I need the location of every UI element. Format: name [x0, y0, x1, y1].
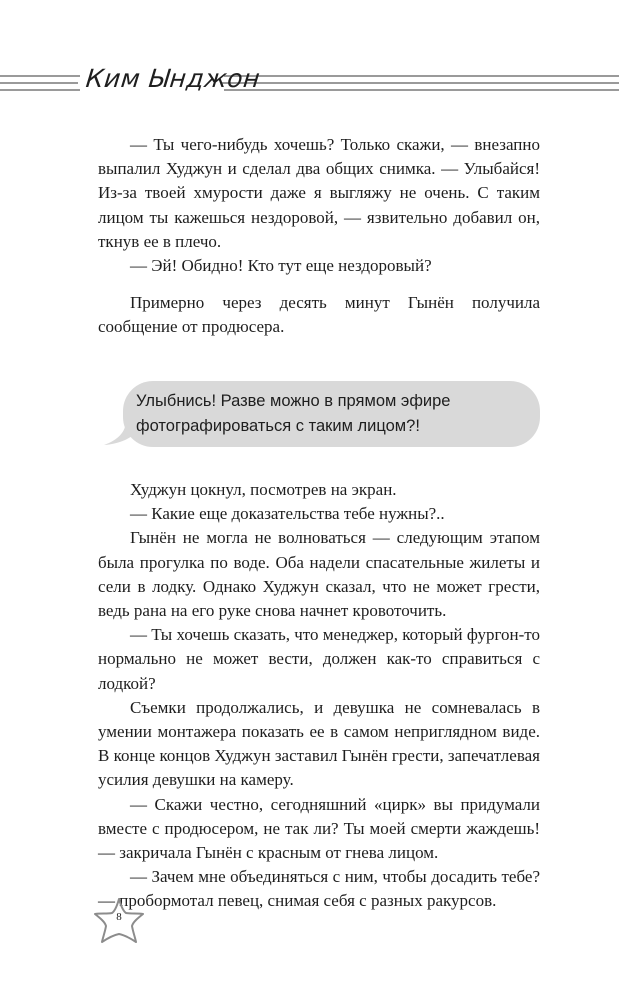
paragraph: Съемки продолжались, и девушка не сомневалась в умении монтажера показать ее в самом неприглядном виде. В конце концов Худжун заставил Гынён грести, запечатлевая усилия девушки на камеру. [98, 697, 540, 790]
paragraph: — Зачем мне объединяться с ним, чтобы досадить тебе? — пробормотал певец, снимая себя с разных ракурсов. [98, 867, 540, 911]
paragraph: — Ты чего-нибудь хочешь? Только скажи, — внезапно выпалил Худжун и сделал два общих снимка. — Улыбайся! Из-за твоей хмурости даже я выгляжу не очень. С таким лицом ты кажешься нездоровой, — язвительно добавил он, ткнув ее в плечо. [98, 135, 540, 251]
text-block-top [98, 133, 540, 278]
paragraph: — Какие еще доказательства тебе нужны?.. [130, 504, 445, 524]
text-block-middle [98, 291, 540, 339]
paragraph: — Ты хочешь сказать, что менеджер, который фургон-то нормально не может вести, должен как-то справиться с лодкой? [98, 625, 540, 693]
page-number: 8 [116, 911, 122, 923]
paragraph: Примерно через десять минут Гынён получила сообщение от продюсера. [98, 293, 540, 337]
author-name: Ким Ынджон [84, 64, 262, 93]
running-header [0, 56, 619, 112]
message-bubble [123, 381, 540, 447]
paragraph: Гынён не могла не волноваться — следующим этапом была прогулка по воде. Оба надели спасательные жилеты и сели в лодку. Однако Худжун сказал, что не может грести, ведь рана на его руке снова начнет кровоточить. [98, 528, 540, 621]
message-text: Улыбнись! Разве можно в прямом эфире фотографироваться с таким лицом?! [136, 392, 451, 435]
paragraph: Худжун цокнул, посмотрев на экран. [130, 480, 397, 499]
paragraph: — Скажи честно, сегодняшний «цирк» вы придумали вместе с продюсером, не так ли? Ты моей смерти жаждешь! — закричала Гынён с красным от гнева лицом. [98, 794, 540, 863]
text-block-bottom [98, 478, 540, 914]
paragraph: — Эй! Обидно! Кто тут еще нездоровый? [130, 256, 432, 276]
